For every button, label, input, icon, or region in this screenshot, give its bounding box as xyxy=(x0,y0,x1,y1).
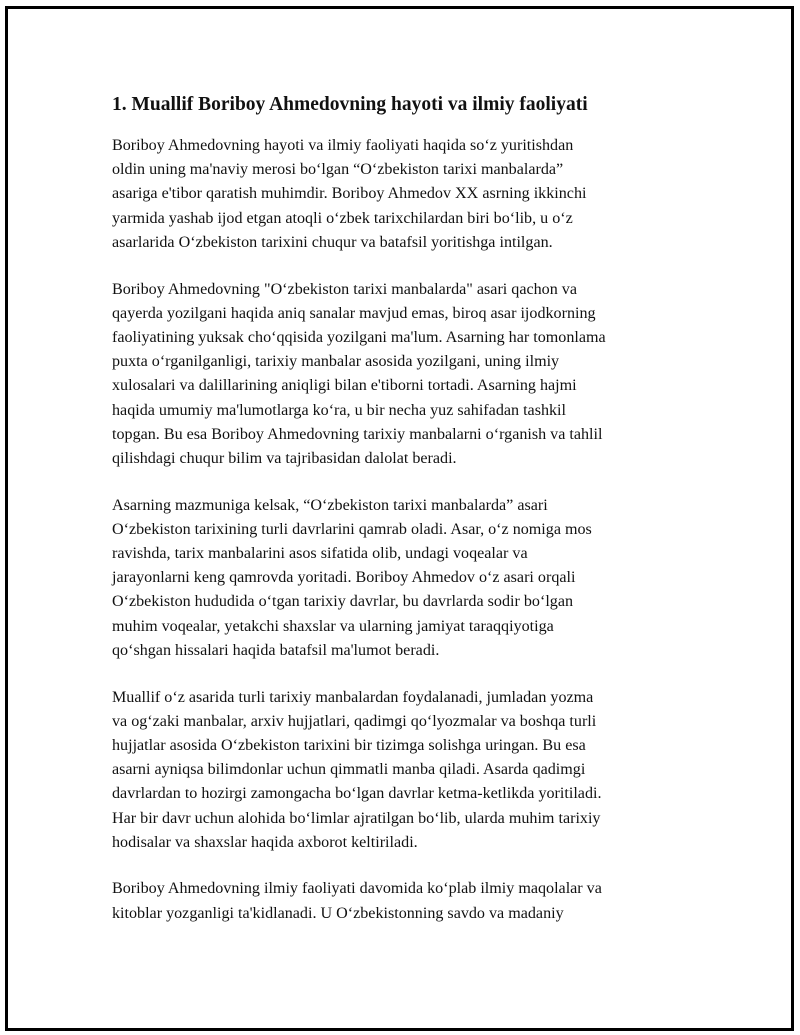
paragraph-line: Boriboy Ahmedovning hayoti va ilmiy faoliyati haqida so‘z yuritishdan xyxy=(112,137,574,154)
paragraph-line: ravishda, tarix manbalarini asos sifatida olib, undagi voqealar va xyxy=(112,545,528,563)
paragraph-line: hodisalar va shaxslar haqida axborot keltiriladi. xyxy=(112,833,418,851)
paragraph-line: Har bir davr uchun alohida bo‘limlar ajratilgan bo‘lib, ularda muhim tarixiy xyxy=(112,809,601,827)
paragraph-line: qilishdagi chuqur bilim va tajribasidan dalolat beradi. xyxy=(112,449,457,467)
paragraph-line: Boriboy Ahmedovning "O‘zbekiston tarixi manbalarda" asari qachon va xyxy=(112,280,577,298)
paragraph-1 xyxy=(112,134,687,255)
paragraph-line: asarlarida O‘zbekiston tarixini chuqur va batafsil yoritishga intilgan. xyxy=(112,233,553,251)
paragraph-line: yarmida yashab ijod etgan atoqli o‘zbek tarixchilardan biri bo‘lib, u o‘z xyxy=(112,209,573,227)
paragraph-line: asariga e'tibor qaratish muhimdir. Boriboy Ahmedov XX asrning ikkinchi xyxy=(112,185,587,203)
paragraph-line: puxta o‘rganilganligi, tarixiy manbalar asosida yozilgani, uning ilmiy xyxy=(112,353,560,371)
paragraph-5 xyxy=(112,877,687,925)
paragraph-line: O‘zbekiston hududida o‘tgan tarixiy davrlar, bu davrlarda sodir bo‘lgan xyxy=(112,593,574,611)
paragraph-line: muhim voqealar, yetakchi shaxslar va ularning jamiyat taraqqiyotiga xyxy=(112,617,554,635)
paragraph-line: kitoblar yozganligi ta'kidlanadi. U O‘zbekistonning savdo va madaniy xyxy=(112,904,564,922)
paragraph-line: davrlardan to hozirgi zamongacha bo‘lgan davrlar ketma-ketlikda yoritiladi. xyxy=(112,785,602,803)
paragraph-line: faoliyatining yuksak cho‘qqisida yozilgani ma'lum. Asarning har tomonlama xyxy=(112,328,606,346)
paragraph-line: hujjatlar asosida O‘zbekiston tarixini bir tizimga solishga uringan. Bu esa xyxy=(112,736,586,754)
paragraph-2 xyxy=(112,278,687,472)
paragraph-line: qo‘shgan hissalari haqida batafsil ma'lumot beradi. xyxy=(112,641,440,659)
paragraph-4 xyxy=(112,686,687,855)
paragraph-line: xulosalari va dalillarining aniqligi bilan e'tiborni tortadi. Asarning hajmi xyxy=(112,377,577,395)
paragraph-line: Asarning mazmuniga kelsak, “O‘zbekiston tarixi manbalarda” asari xyxy=(112,496,548,514)
section-heading: 1. Muallif Boriboy Ahmedovning hayoti va ilmiy faoliyati xyxy=(112,94,588,115)
paragraph-line: Boriboy Ahmedovning ilmiy faoliyati davomida ko‘plab ilmiy maqolalar va xyxy=(112,880,602,898)
paragraph-line: jarayonlarni keng qamrovda yoritadi. Boriboy Ahmedov o‘z asari orqali xyxy=(112,569,576,587)
paragraph-line: qayerda yozilgani haqida aniq sanalar mavjud emas, biroq asar ijodkorning xyxy=(112,304,596,322)
paragraph-line: haqida umumiy ma'lumotlarga ko‘ra, u bir necha yuz sahifadan tashkil xyxy=(112,401,566,419)
paragraph-line: va og‘zaki manbalar, arxiv hujjatlari, qadimgi qo‘lyozmalar va boshqa turli xyxy=(112,712,597,730)
paragraph-line: Muallif o‘z asarida turli tarixiy manbalardan foydalanadi, jumladan yozma xyxy=(112,688,594,706)
paragraph-line: asarni ayniqsa bilimdonlar uchun qimmatli manba qiladi. Asarda qadimgi xyxy=(112,761,586,779)
paragraph-line: topgan. Bu esa Boriboy Ahmedovning tarixiy manbalarni o‘rganish va tahlil xyxy=(112,425,603,443)
document-body xyxy=(112,92,687,948)
paragraph-line: O‘zbekiston tarixining turli davrlarini qamrab oladi. Asar, o‘z nomiga mos xyxy=(112,520,592,538)
paragraph-3 xyxy=(112,494,687,663)
paragraph-line: oldin uning ma'naviy merosi bo‘lgan “O‘zbekiston tarixi manbalarda” xyxy=(112,161,564,179)
